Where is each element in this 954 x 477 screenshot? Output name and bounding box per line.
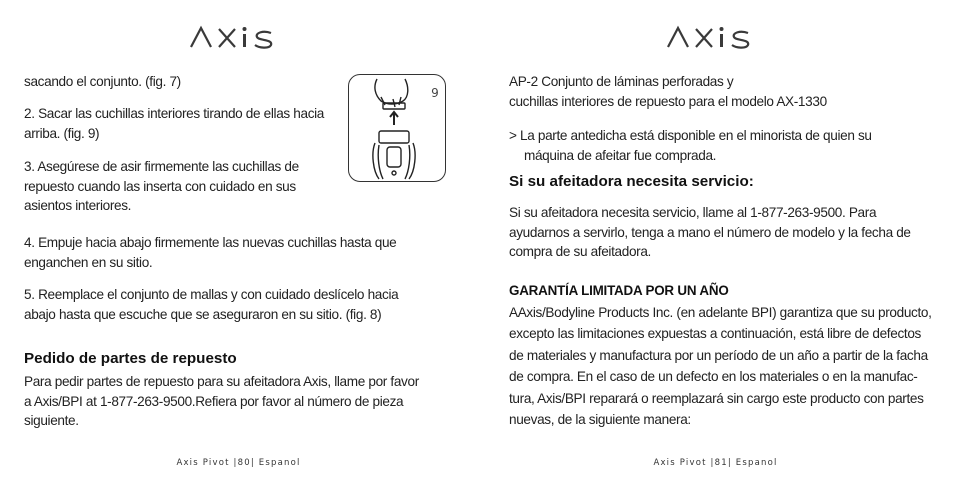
warranty-line: de materiales y manufactura por un período de un año a partir de la facha [509,347,928,363]
axis-logo [477,22,954,57]
step-line: 2. Sacar las cuchillas interiores tirando de ellas hacia [24,106,325,121]
figure-9-illustration [348,74,446,182]
step-line: arriba. (fig. 9) [24,125,100,141]
instructions-block [24,72,344,92]
axis-logo [0,22,477,57]
warranty-line: excepto las limitaciones expuestas a continuación, está libre de defectos [509,326,921,342]
service-heading: Si su afeitadora necesita servicio: [509,173,754,190]
part-line: cuchillas interiores de repuesto para el modelo AX-1330 [509,93,827,109]
step-4 [24,233,444,272]
part-line: AP-2 Conjunto de láminas perforadas y [509,74,734,89]
service-line: compra de su afeitadora. [509,244,651,259]
availability-line: máquina de afeitar fue comprada. [524,147,717,163]
page-footer: Axis Pivot |80| Espanol [176,458,301,468]
step-line: sacando el conjunto. (fig. 7) [24,74,181,89]
warranty-text [509,302,941,430]
warranty-heading: GARANTÍA LIMITADA POR UN AÑO [509,283,729,298]
step-line: 4. Empuje hacia abajo firmemente las nuevas cuchillas hasta que [24,235,397,250]
shaver-blade-removal-icon [349,75,445,181]
page-footer: Axis Pivot |81| Espanol [653,458,778,468]
step-line: abajo hasta que escuche que se aseguraron en su sitio. (fig. 8) [24,306,382,322]
step-line: 3. Asegúrese de asir firmemente las cuchillas de [24,159,299,174]
parts-line: siguiente. [24,413,79,428]
parts-text [24,372,454,431]
step-line: repuesto cuando las inserta con cuidado en sus [24,178,296,194]
service-line: Si su afeitadora necesita servicio, llame al 1-877-263-9500. Para [509,205,877,220]
right-page [477,0,954,477]
axis-logo-mark [666,25,766,49]
availability-line: > La parte antedicha está disponible en el minorista de quien su [509,128,872,143]
service-text [509,203,939,262]
parts-heading: Pedido de partes de repuesto [24,350,237,367]
step-5 [24,285,444,324]
warranty-line: nuevas, de la siguiente manera: [509,412,691,428]
warranty-line: de compra. En el caso de un defecto en los materiales o en la manufac- [509,369,918,385]
availability-note [509,126,929,165]
parts-line: a Axis/BPI at 1-877-263-9500.Refiera por favor al número de pieza [24,393,404,409]
warranty-line: tura, Axis/BPI reparará o reemplazará sin cargo este producto con partes [509,390,924,406]
step-3 [24,157,344,216]
service-line: ayudarnos a servirlo, tenga a mano el número de modelo y la fecha de [509,224,911,240]
step-line: asientos interiores. [24,198,132,213]
step-line: enganchen en su sitio. [24,254,153,270]
step-2 [24,104,344,143]
parts-line: Para pedir partes de repuesto para su afeitadora Axis, llame por favor [24,374,419,389]
axis-logo-mark [189,25,289,49]
step-line: 5. Reemplace el conjunto de mallas y con cuidado deslícelo hacia [24,287,399,302]
warranty-line: AAxis/Bodyline Products Inc. (en adelante BPI) garantiza que su producto, [509,305,932,320]
figure-number: 9 [431,86,439,100]
part-description [509,72,929,111]
